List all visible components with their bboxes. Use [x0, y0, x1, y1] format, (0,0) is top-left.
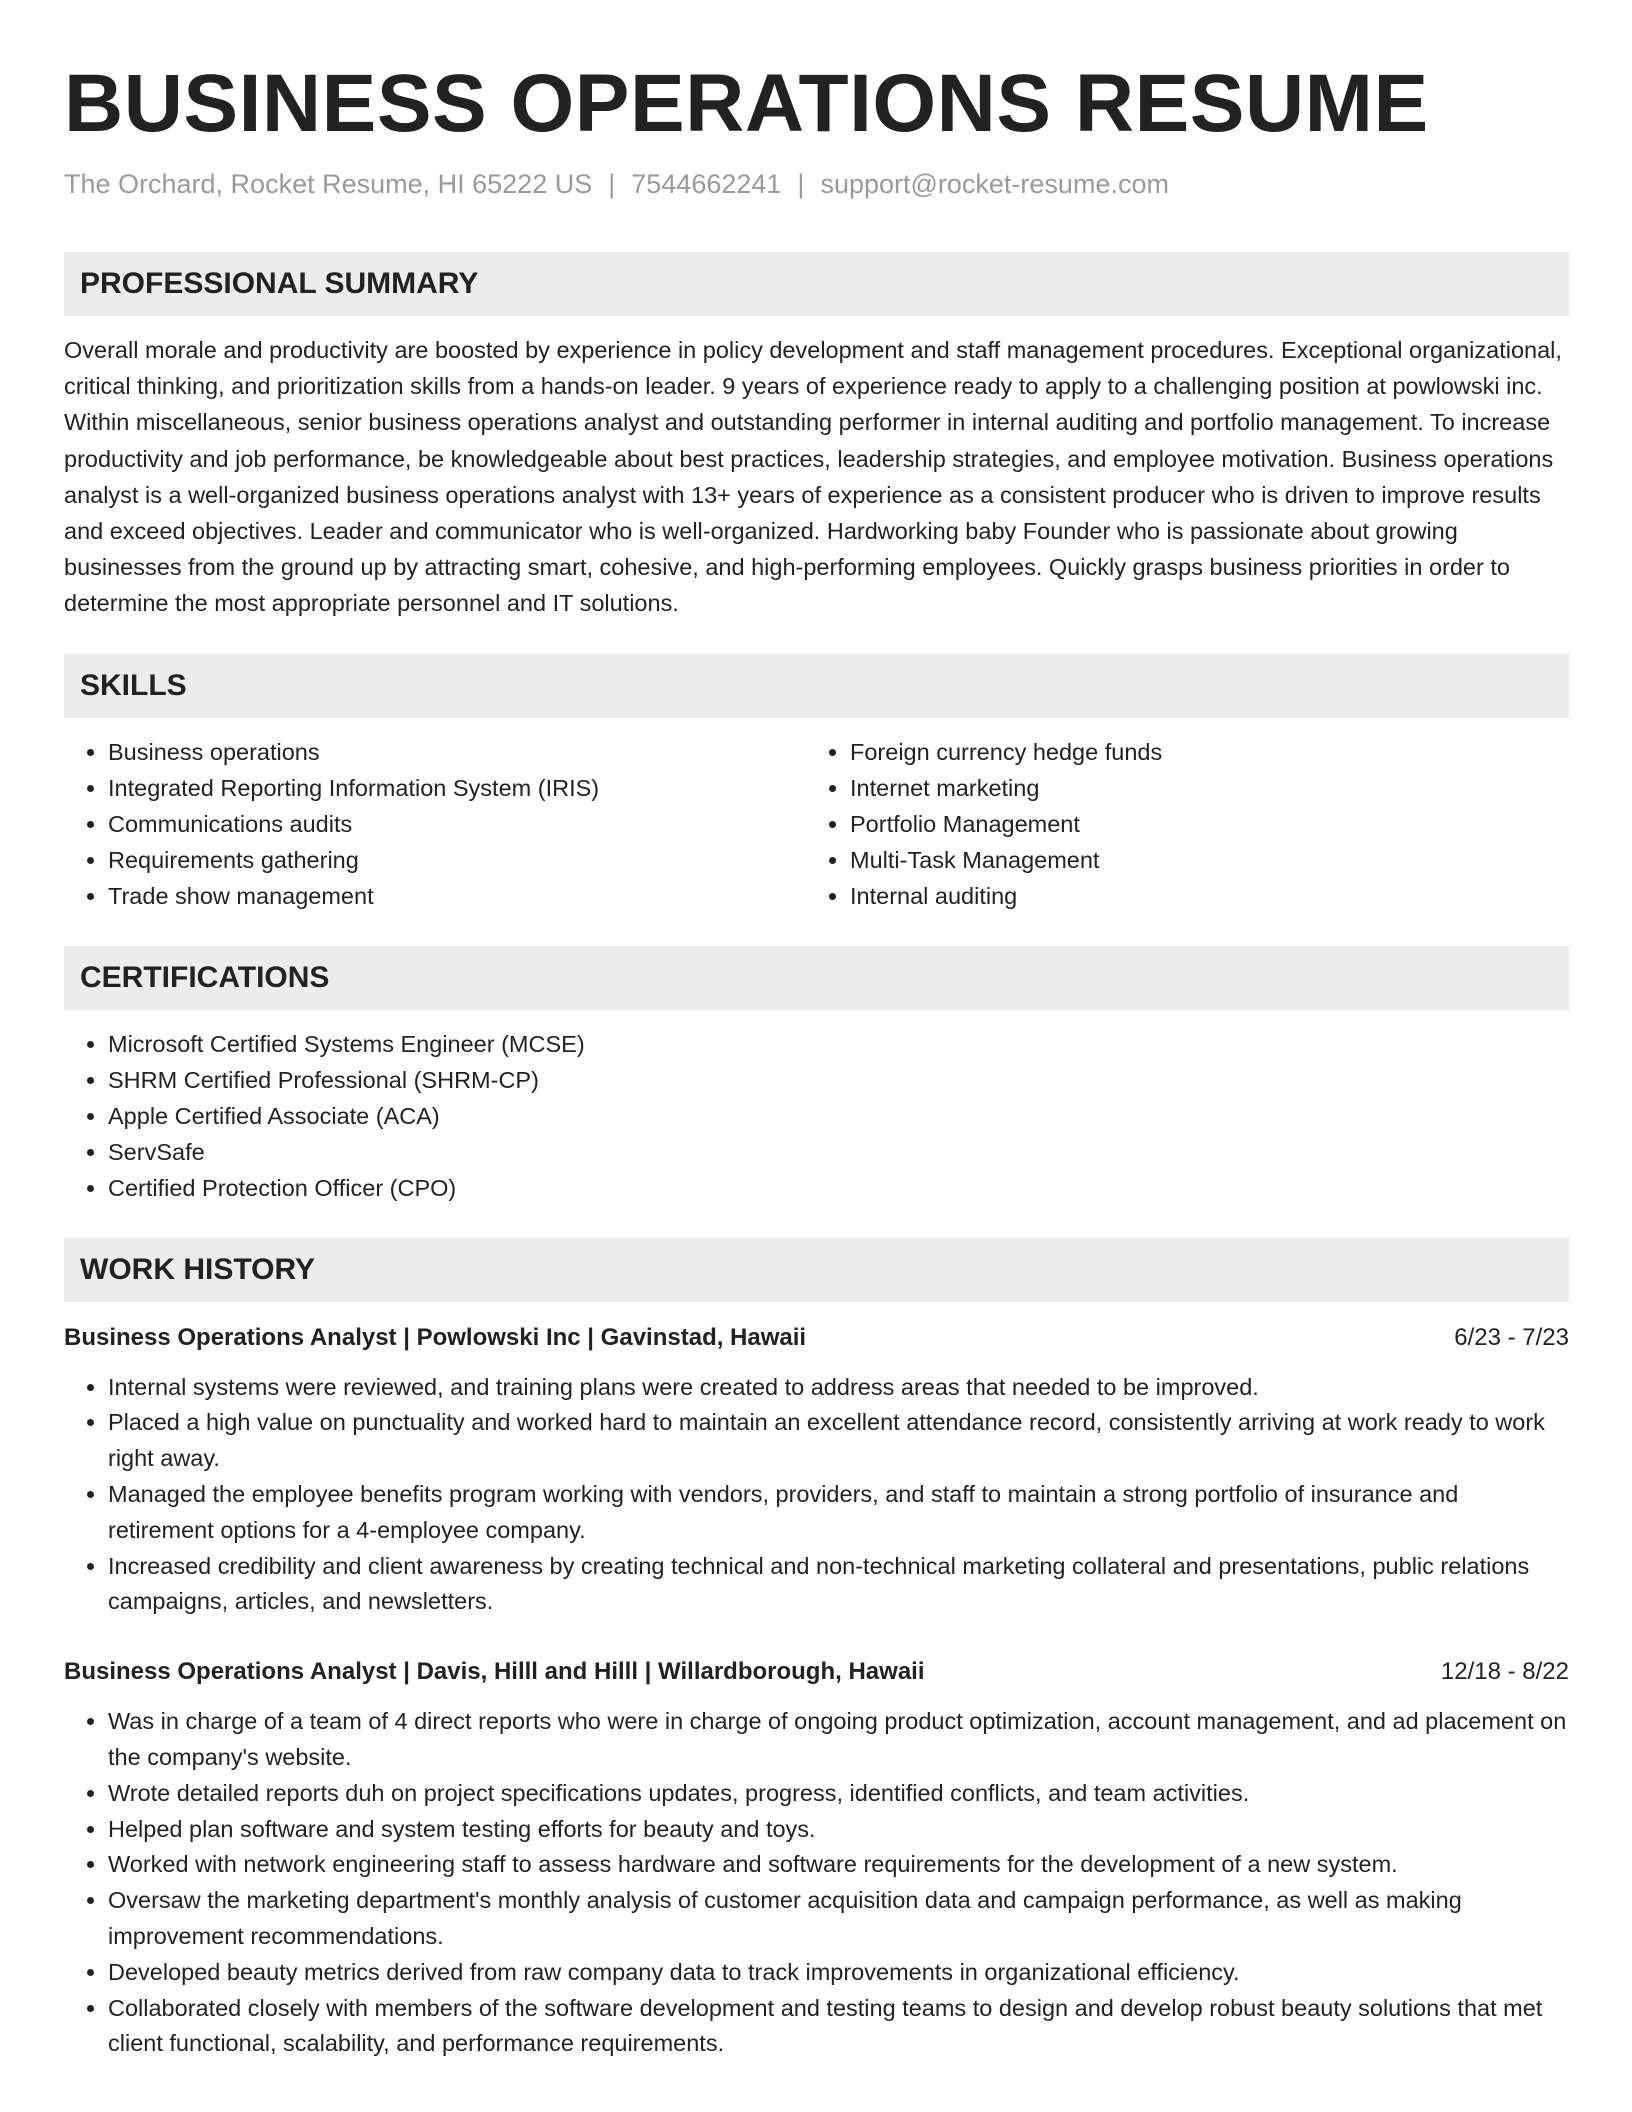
work-history-heading: WORK HISTORY [64, 1238, 1569, 1302]
job-bullets [64, 1704, 1569, 2062]
skill-item: • Multi-Task Management [850, 842, 1548, 878]
resume-title: BUSINESS OPERATIONS RESUME [64, 58, 1429, 149]
contact-phone: 7544662241 [631, 169, 782, 199]
resume-page [64, 54, 1569, 2062]
certification-item: • Certified Protection Officer (CPO) [108, 1170, 1569, 1206]
contact-separator: | [797, 169, 805, 199]
job-dates: 12/18 - 8/22 [1440, 1658, 1569, 1686]
skill-item: • Business operations [108, 734, 806, 770]
job-dates: 6/23 - 7/23 [1454, 1323, 1569, 1351]
job-title: Business Operations Analyst | Powlowski Inc | Gavinstad, Hawaii [64, 1323, 807, 1351]
skill-item: • Internal auditing [850, 878, 1548, 914]
skill-item: • Foreign currency hedge funds [850, 734, 1548, 770]
contact-address: The Orchard, Rocket Resume, HI 65222 US [64, 169, 593, 199]
summary-text: Overall morale and productivity are boosted by experience in policy development and staff management procedures. Exceptional organizational, critical thinking, and prioritization skills from a hands-on leader. 9 years of experience ready to apply to a challenging position at powlowski inc. Within miscellaneous, senior business operations analyst and outstanding performer in internal auditing and portfolio management. To increase productivity and job performance, be knowledgeable about best practices, leadership strategies, and employee motivation. Business operations analyst is a well-organized business operations analyst with 13+ years of experience as a consistent producer who is driven to improve results and exceed objectives. Leader and communicator who is well-organized. Hardworking baby Founder who is passionate about growing businesses from the ground up by attracting smart, cohesive, and high-performing employees. Quickly grasps business priorities in order to determine the most appropriate personnel and IT solutions. [64, 337, 1562, 617]
contact-separator: | [608, 169, 616, 199]
job-bullet: • Wrote detailed reports duh on project specifications updates, progress, identified conflicts, and team activities. [108, 1776, 1569, 1812]
job-title: Business Operations Analyst | Davis, Hilll and Hilll | Willardborough, Hawaii [64, 1658, 925, 1686]
summary-heading: PROFESSIONAL SUMMARY [64, 252, 1569, 316]
job-bullet: • Helped plan software and system testing efforts for beauty and toys. [108, 1812, 1569, 1848]
job-bullet: • Collaborated closely with members of the software development and testing teams to design and develop robust beauty solutions that met client functional, scalability, and performance requirements. [108, 1991, 1569, 2063]
certification-item: • Microsoft Certified Systems Engineer (MCSE) [108, 1026, 1569, 1062]
certification-item: • Apple Certified Associate (ACA) [108, 1098, 1569, 1134]
certifications-heading: CERTIFICATIONS [64, 946, 1569, 1010]
skills-list-right [806, 734, 1548, 914]
certifications-list [64, 1026, 1569, 1206]
skill-item: • Internet marketing [850, 770, 1548, 806]
contact-email: support@rocket-resume.com [820, 169, 1169, 199]
skill-item: • Communications audits [108, 806, 806, 842]
skill-item: • Trade show management [108, 878, 806, 914]
job-bullet: • Managed the employee benefits program working with vendors, providers, and staff to maintain a strong portfolio of insurance and retirement options for a 4-employee company. [108, 1477, 1569, 1549]
skill-item: • Portfolio Management [850, 806, 1548, 842]
job-bullet: • Worked with network engineering staff to assess hardware and software requirements for the development of a new system. [108, 1847, 1569, 1883]
skills-heading: SKILLS [64, 654, 1569, 718]
certification-item: • SHRM Certified Professional (SHRM-CP) [108, 1062, 1569, 1098]
skills-columns [64, 734, 1569, 914]
job-bullet: • Increased credibility and client awareness by creating technical and non-technical marketing collateral and presentations, public relations campaigns, articles, and newsletters. [108, 1549, 1569, 1621]
job-bullet: • Was in charge of a team of 4 direct reports who were in charge of ongoing product optimization, account management, and ad placement on the company's website. [108, 1704, 1569, 1776]
job-bullet: • Internal systems were reviewed, and training plans were created to address areas that needed to be improved. [108, 1370, 1569, 1406]
job-bullet: • Developed beauty metrics derived from raw company data to track improvements in organizational efficiency. [108, 1955, 1569, 1991]
job-bullet: • Placed a high value on punctuality and worked hard to maintain an excellent attendance record, consistently arriving at work ready to work right away. [108, 1405, 1569, 1477]
job-header [64, 1320, 1569, 1356]
job-bullet: • Oversaw the marketing department's monthly analysis of customer acquisition data and campaign performance, as well as making improvement recommendations. [108, 1883, 1569, 1955]
skills-list-left [64, 734, 806, 914]
certification-item: • ServSafe [108, 1134, 1569, 1170]
skill-item: • Requirements gathering [108, 842, 806, 878]
job-header [64, 1654, 1569, 1690]
skill-item: • Integrated Reporting Information System (IRIS) [108, 770, 806, 806]
job-bullets [64, 1370, 1569, 1621]
contact-line [64, 164, 1569, 204]
